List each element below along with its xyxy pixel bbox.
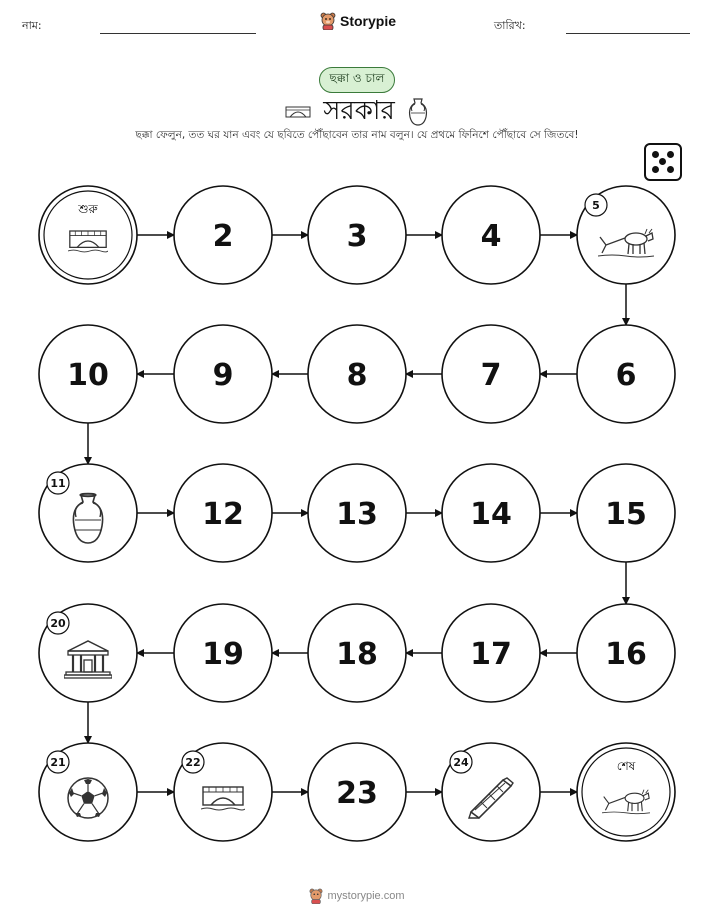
square-number: 15 bbox=[605, 497, 647, 532]
square-16 bbox=[577, 604, 675, 702]
square-7 bbox=[442, 325, 540, 423]
square-number: 23 bbox=[336, 776, 378, 811]
square-19 bbox=[174, 604, 272, 702]
square-18 bbox=[308, 604, 406, 702]
date-label: তারিখ: bbox=[494, 19, 526, 32]
square-1 bbox=[39, 186, 137, 284]
square-2 bbox=[174, 186, 272, 284]
square-5 bbox=[577, 186, 675, 284]
square-21 bbox=[39, 743, 137, 841]
square-number: 4 bbox=[480, 219, 502, 254]
square-24 bbox=[442, 743, 540, 841]
square-number: 18 bbox=[336, 637, 378, 672]
square-number-badge: 22 bbox=[185, 756, 201, 769]
square-number: 7 bbox=[480, 358, 502, 393]
square-number-badge: 20 bbox=[50, 617, 66, 630]
square-number: 16 bbox=[605, 637, 647, 672]
instructions: ছক্কা ফেলুন, তত ঘর যান এবং যে ছবিতে পৌঁছাবেন তার নাম বলুন। যে প্রথমে ফিনিশে পৌঁছাবে সে জিতবে! bbox=[135, 129, 579, 141]
square-10 bbox=[39, 325, 137, 423]
page-title: সরকার bbox=[323, 96, 395, 126]
square-25 bbox=[577, 743, 675, 841]
board-squares bbox=[39, 186, 675, 841]
square-11 bbox=[39, 464, 137, 562]
square-number: 10 bbox=[67, 358, 109, 393]
square-15 bbox=[577, 464, 675, 562]
square-3 bbox=[308, 186, 406, 284]
square-number-badge: 5 bbox=[592, 199, 600, 212]
square-number: 2 bbox=[212, 219, 234, 254]
square-number: 13 bbox=[336, 497, 378, 532]
footer bbox=[0, 888, 714, 904]
brand-name: Storypie bbox=[340, 13, 397, 29]
start-label: শুরু bbox=[78, 202, 98, 216]
square-20 bbox=[39, 604, 137, 702]
square-9 bbox=[174, 325, 272, 423]
square-number-badge: 24 bbox=[453, 756, 469, 769]
square-4 bbox=[442, 186, 540, 284]
square-number: 3 bbox=[346, 219, 368, 254]
square-number: 8 bbox=[346, 358, 368, 393]
square-22 bbox=[174, 743, 272, 841]
bear-icon bbox=[309, 888, 323, 904]
square-number: 9 bbox=[212, 358, 234, 393]
square-number: 14 bbox=[470, 497, 512, 532]
square-17 bbox=[442, 604, 540, 702]
square-6 bbox=[577, 325, 675, 423]
square-14 bbox=[442, 464, 540, 562]
square-number-badge: 11 bbox=[50, 477, 66, 490]
square-number: 17 bbox=[470, 637, 512, 672]
square-8 bbox=[308, 325, 406, 423]
square-number: 19 bbox=[202, 637, 244, 672]
square-number-badge: 21 bbox=[50, 756, 66, 769]
square-number: 6 bbox=[615, 358, 637, 393]
square-23 bbox=[308, 743, 406, 841]
name-label: নাম: bbox=[22, 19, 42, 32]
game-type-badge: ছক্কা ও চাল bbox=[319, 67, 395, 93]
square-12 bbox=[174, 464, 272, 562]
footer-url: mystorypie.com bbox=[327, 890, 405, 902]
end-label: শেষ bbox=[616, 759, 636, 773]
square-13 bbox=[308, 464, 406, 562]
square-number: 12 bbox=[202, 497, 244, 532]
